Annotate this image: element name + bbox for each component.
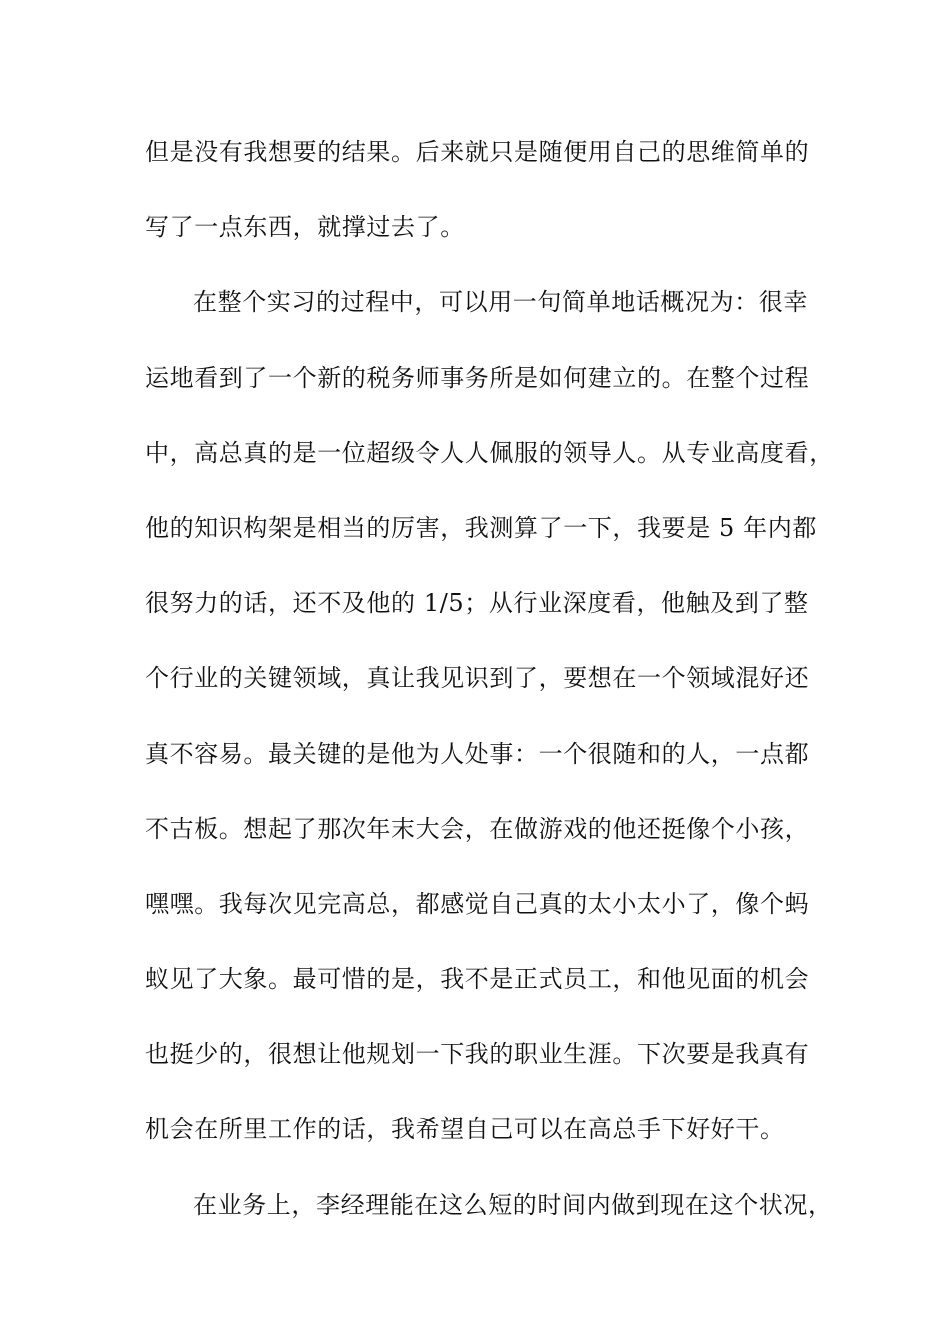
document-body — [145, 132, 834, 1260]
paragraph-line: 他的知识构架是相当的厉害，我测算了一下，我要是 5 年内都 — [145, 513, 817, 542]
paragraph-line: 写了一点东西，就撑过去了。 — [145, 213, 465, 242]
paragraph-line: 不古板。想起了那次年末大会，在做游戏的他还挺像个小孩， — [145, 814, 810, 843]
paragraph-line: 很努力的话，还不及他的 1/5；从行业深度看，他触及到了整 — [145, 589, 809, 618]
paragraph-line: 个行业的关键领域，真让我见识到了，要想在一个领域混好还 — [145, 664, 810, 693]
paragraph-line: 机会在所里工作的话，我希望自己可以在高总手下好好干。 — [145, 1115, 785, 1144]
paragraph-line: 真不容易。最关键的是他为人处事：一个很随和的人，一点都 — [145, 739, 810, 768]
paragraph-line: 嘿嘿。我每次见完高总，都感觉自己真的太小太小了，像个蚂 — [145, 889, 810, 918]
paragraph-line: 中，高总真的是一位超级令人人佩服的领导人。从专业高度看， — [145, 438, 834, 467]
paragraph-line: 在整个实习的过程中，可以用一句简单地话概况为：很幸 — [193, 288, 808, 317]
paragraph-line: 但是没有我想要的结果。后来就只是随便用自己的思维简单的 — [145, 138, 810, 166]
paragraph-line: 运地看到了一个新的税务师事务所是如何建立的。在整个过程 — [145, 363, 810, 392]
paragraph-line: 在业务上，李经理能在这么短的时间内做到现在这个状况， — [193, 1190, 833, 1219]
paragraph-line: 蚁见了大象。最可惜的是，我不是正式员工，和他见面的机会 — [145, 965, 810, 994]
paragraph-line: 也挺少的，很想让他规划一下我的职业生涯。下次要是我真有 — [145, 1040, 810, 1069]
